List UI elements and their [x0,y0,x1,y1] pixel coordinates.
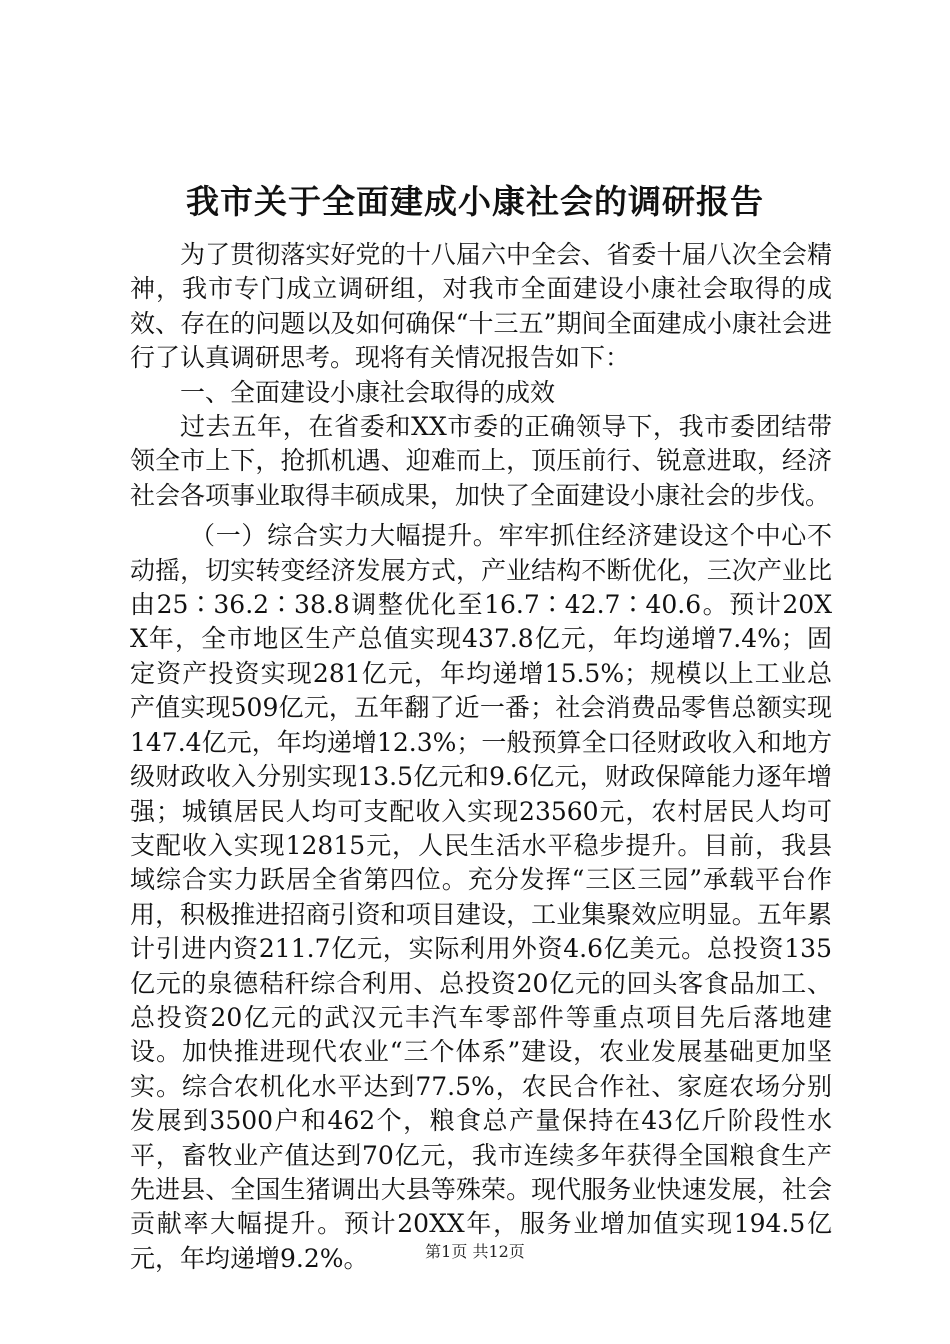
paragraph-intro: 为了贯彻落实好党的十八届六中全会、省委十届八次全会精神，我市专门成立调研组，对我市全面建设小康社会取得的成效、存在的问题以及如何确保“十三五”期间全面建成小康社会进行了认真调研思考。现将有关情况报告如下： [130,240,832,373]
document-title: 我市关于全面建成小康社会的调研报告 [186,182,764,221]
section-heading: 一、全面建设小康社会取得的成效 [180,377,556,407]
page-number: 第1页 共12页 [425,1242,525,1261]
document-body [130,238,832,1276]
paragraph-overview: 过去五年，在省委和XX市委的正确领导下，我市委团结带领全市上下，抢抓机遇、迎难而上，顶压前行、锐意进取，经济社会各项事业取得丰硕成果，加快了全面建设小康社会的步伐。 [130,412,832,510]
paragraph-economic-strength: （一）综合实力大幅提升。牢牢抓住经济建设这个中心不动摇，切实转变经济发展方式，产业结构不断优化，三次产业比由25∶36.2∶38.8调整优化至16.7∶42.7∶40.6。预计20XX年，全市地区生产总值实现437.8亿元，年均递增7.4%；固定资产投资实现281亿元，年均递增15.5%；规模以上工业总产值实现509亿元，五年翻了近一番；社会消费品零售总额实现147.4亿元，年均递增12.3%；一般预算全口径财政收入和地方级财政收入分别实现13.5亿元和9.6亿元，财政保障能力逐年增强；城镇居民人均可支配收入实现23560元，农村居民人均可支配收入实现12815元，人民生活水平稳步提升。目前，我县域综合实力跃居全省第四位。充分发挥“三区三园”承载平台作用，积极推进招商引资和项目建设，工业集聚效应明显。五年累计引进内资211.7亿元，实际利用外资4.6亿美元。总投资135亿元的泉德秸秆综合利用、总投资20亿元的回头客食品加工、总投资20亿元的武汉元丰汽车零部件等重点项目先后落地建设。加快推进现代农业“三个体系”建设，农业发展基础更加坚实。综合农机化水平达到77.5%，农民合作社、家庭农场分别发展到3500户和462个，粮食总产量保持在43亿斤阶段性水平，畜牧业产值达到70亿元，我市连续多年获得全国粮食生产先进县、全国生猪调出大县等殊荣。现代服务业快速发展，社会贡献率大幅提升。预计20XX年，服务业增加值实现194.5亿元，年均递增9.2%。 [130,521,832,1273]
